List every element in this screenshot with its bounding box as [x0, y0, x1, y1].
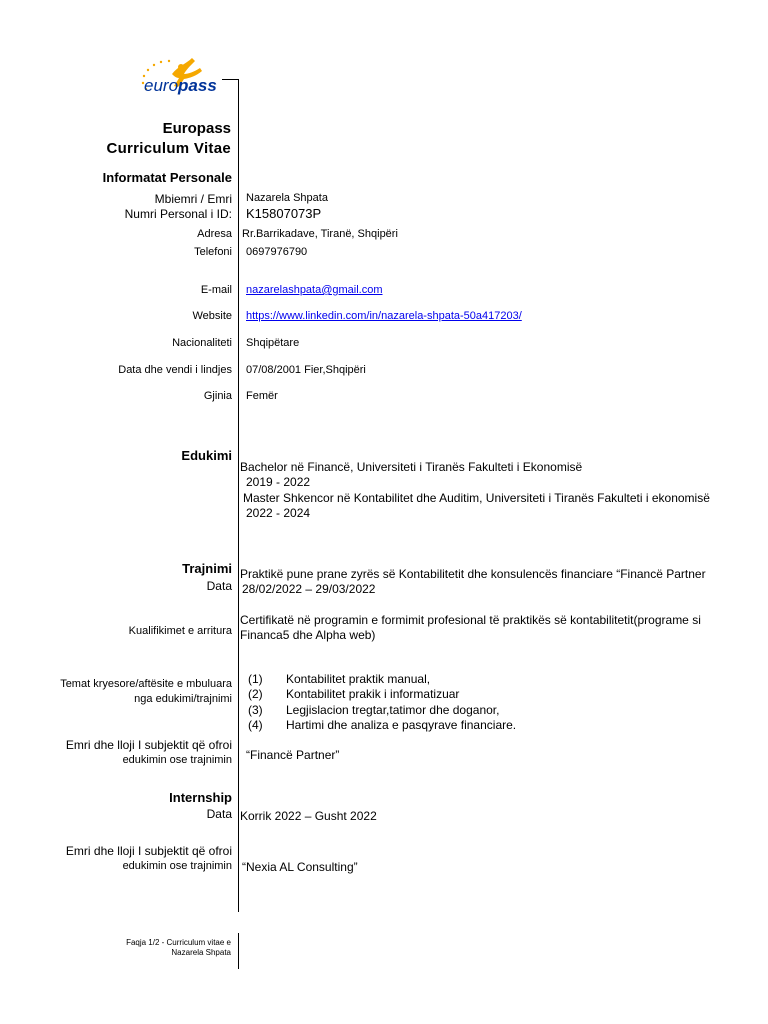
topic-num-1: (1)	[248, 672, 263, 686]
value-id: K15807073P	[246, 206, 322, 221]
internship-provider-label-2: edukimin ose trajnimin	[122, 860, 232, 872]
email-link[interactable]: nazarelashpata@gmail.com	[246, 284, 383, 296]
cv-title-europass: Europass	[162, 120, 231, 137]
header-rule	[222, 79, 239, 80]
label-email: E-mail	[200, 284, 232, 296]
training-title: Praktikë pune prane zyrës së Kontabilitetit dhe konsulencës financiare “Financë Partner	[240, 567, 706, 581]
logo-text-euro: euro	[144, 76, 179, 95]
footer-page-line-2: Nazarela Shpata	[171, 948, 231, 957]
topic-text-1: Kontabilitet praktik manual,	[286, 672, 431, 686]
cv-title-curriculum: Curriculum Vitae	[106, 140, 231, 157]
section-title-internship: Internship	[169, 790, 232, 805]
topic-text-2: Kontabilitet prakik i informatizuar	[286, 687, 460, 701]
qualifications-line-2: Financa5 dhe Alpha web)	[240, 628, 376, 642]
education-line-3: Master Shkencor në Kontabilitet dhe Auditim, Universiteti i Tiranës Fakulteti i ekonomisë	[243, 491, 710, 505]
label-nationality: Nacionaliteti	[172, 337, 232, 349]
internship-date: Korrik 2022 – Gusht 2022	[240, 809, 377, 823]
label-name: Mbiemri / Emri	[154, 192, 232, 206]
training-date-label: Data	[206, 579, 232, 593]
section-title-education: Edukimi	[181, 448, 232, 463]
education-line-2: 2019 - 2022	[246, 475, 311, 489]
training-provider-label-2: edukimin ose trajnimin	[122, 754, 232, 766]
training-provider-label-1: Emri dhe lloji I subjektit që ofroi	[65, 738, 232, 752]
value-gender: Femër	[246, 390, 278, 402]
europass-logo	[134, 52, 224, 100]
value-nationality: Shqipëtare	[246, 337, 300, 349]
training-provider: “Financë Partner”	[246, 748, 340, 762]
internship-provider: “Nexia AL Consulting”	[242, 860, 358, 874]
internship-provider-label-1: Emri dhe lloji I subjektit që ofroi	[65, 844, 232, 858]
qualifications-line-1: Certifikatë në programin e formimit profesional të praktikës së kontabilitetit(programe si	[240, 613, 701, 627]
education-line-1: Bachelor në Financë, Universiteti i Tiranës Fakulteti i Ekonomisë	[240, 460, 583, 474]
label-birth: Data dhe vendi i lindjes	[118, 364, 232, 376]
label-gender: Gjinia	[203, 390, 232, 402]
value-birth: 07/08/2001 Fier,Shqipëri	[246, 364, 366, 376]
value-name: Nazarela Shpata	[246, 192, 328, 204]
value-address: Rr.Barrikadave, Tiranë, Shqipëri	[242, 228, 398, 240]
value-phone: 0697976790	[246, 246, 308, 258]
internship-date-label: Data	[206, 807, 232, 821]
topic-text-3: Legjislacion tregtar,tatimor dhe doganor,	[286, 703, 500, 717]
topic-text-4: Hartimi dhe analiza e pasqyrave financiare.	[286, 718, 517, 732]
education-line-4: 2022 - 2024	[246, 506, 311, 520]
section-title-training: Trajnimi	[182, 561, 232, 576]
label-address: Adresa	[197, 228, 232, 240]
section-title-personal: Informatat Personale	[102, 170, 232, 185]
vertical-divider	[238, 79, 239, 912]
label-phone: Telefoni	[194, 246, 232, 258]
topic-num-2: (2)	[248, 687, 263, 701]
label-website: Website	[192, 310, 232, 322]
topic-num-4: (4)	[248, 718, 263, 732]
footer-page-line-1: Faqja 1/2 - Curriculum vitae e	[126, 938, 231, 947]
logo-text-pass: pass	[178, 76, 217, 95]
topic-num-3: (3)	[248, 703, 263, 717]
training-date: 28/02/2022 – 29/03/2022	[242, 582, 376, 596]
footer-divider	[238, 933, 239, 969]
topics-label-2: nga edukimi/trajnimi	[134, 693, 232, 705]
label-id: Numri Personal i ID:	[124, 207, 232, 221]
topics-label-1: Temat kryesore/aftësite e mbuluara	[60, 678, 232, 690]
qualifications-label: Kualifikimet e arritura	[128, 625, 232, 637]
website-link[interactable]: https://www.linkedin.com/in/nazarela-shpata-50a417203/	[246, 310, 522, 322]
